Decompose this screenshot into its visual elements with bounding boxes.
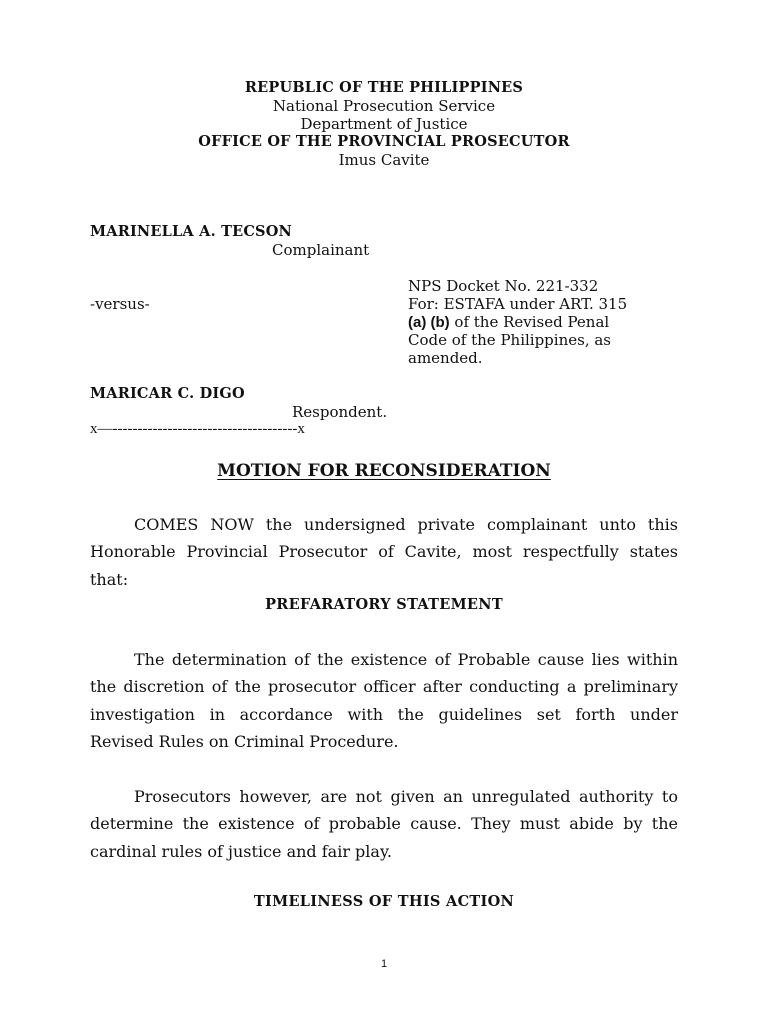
prefatory-paragraph-1 — [90, 646, 678, 756]
para2-line-2: determine the existence of probable cause. They must abide by the — [90, 814, 678, 834]
prefatory-heading: PREFARATORY STATEMENT — [265, 596, 503, 613]
para1-line-3: investigation in accordance with the guidelines set forth under — [90, 704, 678, 724]
header-office: OFFICE OF THE PROVINCIAL PROSECUTOR — [198, 133, 570, 150]
intro-line-1: COMES NOW the undersigned private complainant unto this — [134, 515, 678, 534]
respondent-role: Respondent. — [292, 403, 388, 421]
respondent-name: MARICAR C. DIGO — [90, 385, 245, 402]
charge-subsection: (a) (b) — [408, 314, 450, 331]
docket-number: NPS Docket No. 221-332 — [408, 277, 599, 295]
charge-line-1: For: ESTAFA under ART. 315 — [408, 295, 628, 313]
para2-line-1: Prosecutors however, are not given an unregulated authority to — [134, 787, 678, 806]
para1-line-2: the discretion of the prosecutor officer after conducting a preliminary — [90, 677, 678, 697]
document-title: MOTION FOR RECONSIDERATION — [217, 461, 551, 481]
charge-line-3: Code of the Philippines, as — [408, 331, 611, 349]
header-department: Department of Justice — [300, 115, 468, 133]
para1-line-1: The determination of the existence of Probable cause lies within — [134, 650, 678, 669]
intro-line-3: that: — [90, 569, 129, 589]
charge-line-2 — [408, 313, 609, 331]
header-republic: REPUBLIC OF THE PHILIPPINES — [244, 79, 524, 96]
header-service: National Prosecution Service — [272, 97, 496, 115]
complainant-role: Complainant — [272, 241, 370, 259]
complainant-name: MARINELLA A. TECSON — [90, 223, 293, 240]
charge-line-2-rest: of the Revised Penal — [449, 313, 610, 331]
para2-line-3: cardinal rules of justice and fair play. — [90, 841, 392, 861]
intro-line-2: Honorable Provincial Prosecutor of Cavite, most respectfully states — [90, 542, 678, 562]
page-number: 1 — [380, 958, 388, 970]
versus-label: -versus- — [90, 295, 150, 313]
para1-line-4: Revised Rules on Criminal Procedure. — [90, 732, 399, 752]
intro-paragraph — [90, 511, 678, 593]
timeliness-heading: TIMELINESS OF THIS ACTION — [253, 893, 515, 910]
caption-separator: x—-------------------------------------x — [90, 421, 305, 437]
prefatory-paragraph-2 — [90, 783, 678, 865]
charge-line-4: amended. — [408, 349, 483, 367]
header-location: Imus Cavite — [338, 151, 430, 169]
